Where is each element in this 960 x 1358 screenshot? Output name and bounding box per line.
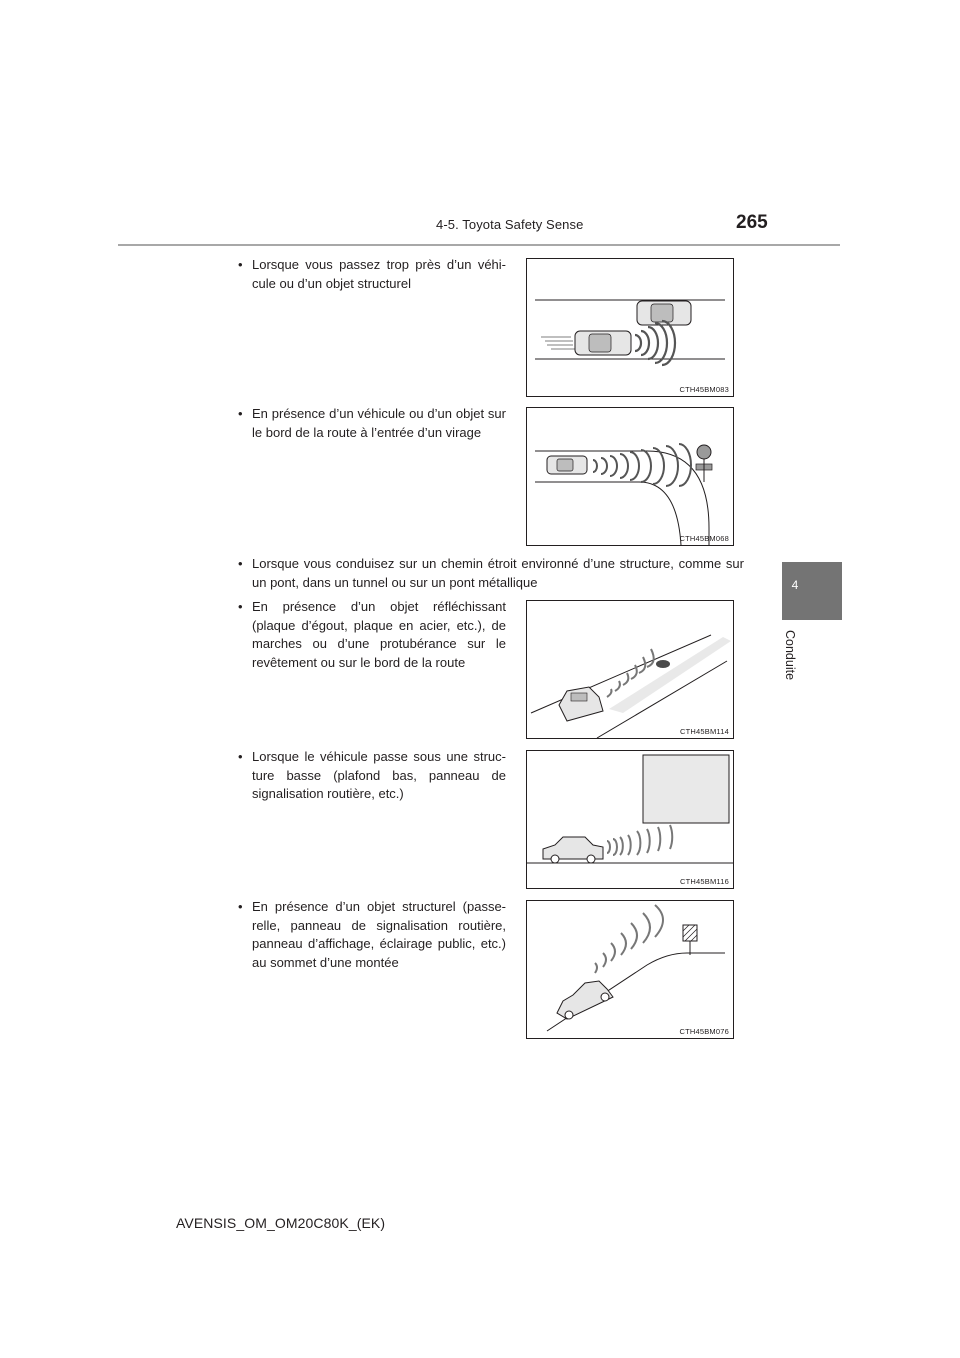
figure-code: CTH45BM068: [679, 534, 729, 543]
header-rule: [118, 244, 840, 246]
illustration-uphill-structure: [526, 900, 734, 1039]
bullet: •: [238, 556, 243, 571]
figure-code: CTH45BM076: [679, 1027, 729, 1036]
list-item: [238, 748, 506, 804]
document-code: AVENSIS_OM_OM20C80K_(EK): [176, 1215, 386, 1231]
list-item-text: En présence d’un objet réfléchissant (plaque d’égout, plaque en acier, etc.), de marches ou d’une protubérance sur le revêtement ou sur le bord de la route: [252, 599, 506, 670]
list-item: [238, 256, 506, 293]
illustration-drawing: [527, 259, 733, 396]
list-item: [238, 405, 506, 442]
list-item-text: Lorsque vous conduisez sur un chemin étroit environné d’une structure, comme sur un pont, dans un tunnel ou sur un pont métallique: [252, 556, 744, 590]
illustration-drawing: [527, 901, 733, 1038]
illustration-drawing: [527, 751, 733, 888]
illustration-drawing: [527, 408, 733, 545]
list-item-text: Lorsque vous passez trop près d’un véhi-cule ou d’un objet structurel: [252, 257, 506, 291]
figure-code: CTH45BM083: [679, 385, 729, 394]
chapter-label-text: Conduite: [783, 630, 797, 681]
list-item-text: En présence d’un objet structurel (passe-relle, panneau de signalisation routière, panneau d’affichage, éclairage public, etc.) au sommet d’une montée: [252, 899, 506, 970]
list-item: [238, 598, 506, 672]
illustration-low-structure: [526, 750, 734, 889]
bullet: •: [238, 749, 243, 764]
illustration-drawing: [527, 601, 733, 738]
figure-code: CTH45BM116: [680, 877, 729, 886]
bullet: •: [238, 899, 243, 914]
list-item-text: Lorsque le véhicule passe sous une struc-ture basse (plafond bas, panneau de signalisation routière, etc.): [252, 749, 506, 801]
figure-code: CTH45BM114: [680, 727, 729, 736]
illustration-reflective-object: [526, 600, 734, 739]
bullet: •: [238, 406, 243, 421]
header-section-title: 4-5. Toyota Safety Sense: [436, 217, 584, 232]
chapter-label: [782, 630, 812, 688]
illustration-curve-entry: [526, 407, 734, 546]
illustration-close-vehicle: [526, 258, 734, 397]
list-item: [238, 555, 744, 592]
list-item: [238, 898, 506, 972]
bullet: •: [238, 257, 243, 272]
list-item-text: En présence d’un véhicule ou d’un objet sur le bord de la route à l’entrée d’un virage: [252, 406, 506, 440]
chapter-number: 4: [791, 578, 799, 592]
bullet: •: [238, 599, 243, 614]
page-number: 265: [736, 212, 768, 233]
